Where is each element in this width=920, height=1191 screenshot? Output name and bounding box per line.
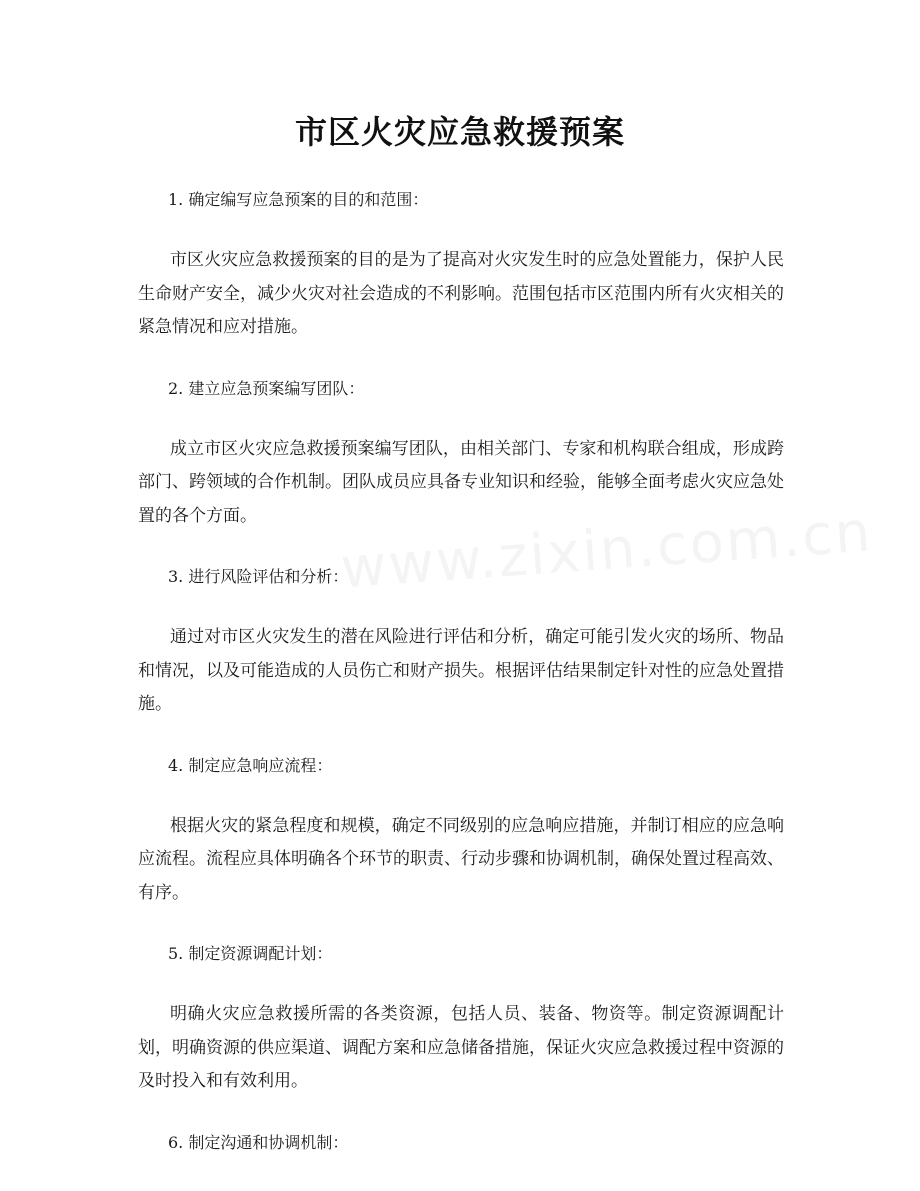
section-paragraph: 通过对市区火灾发生的潜在风险进行评估和分析，确定可能引发火灾的场所、物品和情况，以及可能造成的人员伤亡和财产损失。根据评估结果制定针对性的应急处置措施。 [138, 627, 784, 714]
section-paragraph: 市区火灾应急救援预案的目的是为了提高对火灾发生时的应急处置能力，保护人民生命财产安全，减少火灾对社会造成的不利影响。范围包括市区范围内所有火灾相关的紧急情况和应对措施。 [138, 250, 784, 337]
section-1 [138, 182, 784, 345]
section-heading: 2. 建立应急预案编写团队： [168, 378, 365, 398]
document-title: 市区火灾应急救援预案 [294, 113, 625, 151]
section-5 [138, 936, 784, 1099]
section-heading: 1. 确定编写应急预案的目的和范围： [168, 190, 429, 209]
section-heading: 5. 制定资源调配计划： [168, 944, 333, 963]
section-4 [138, 748, 784, 911]
section-2 [138, 371, 784, 534]
document-body [138, 182, 784, 1187]
section-heading: 4. 制定应急响应流程： [168, 755, 333, 775]
section-heading: 6. 制定沟通和协调机制： [168, 1132, 349, 1152]
section-3 [138, 559, 784, 722]
section-6 [138, 1125, 784, 1161]
section-paragraph: 成立市区火灾应急救援预案编写团队，由相关部门、专家和机构联合组成，形成跨部门、跨领域的合作机制。团队成员应具备专业知识和经验，能够全面考虑火灾应急处置的各个方面。 [138, 438, 784, 526]
section-paragraph: 明确火灾应急救援所需的各类资源，包括人员、装备、物资等。制定资源调配计划，明确资源的供应渠道、调配方案和应急储备措施，保证火灾应急救援过程中资源的及时投入和有效利用。 [138, 1004, 784, 1091]
section-paragraph: 根据火灾的紧急程度和规模，确定不同级别的应急响应措施，并制订相应的应急响应流程。流程应具体明确各个环节的职责、行动步骤和协调机制，确保处置过程高效、有序。 [138, 815, 784, 903]
section-heading: 3. 进行风险评估和分析： [168, 567, 349, 586]
